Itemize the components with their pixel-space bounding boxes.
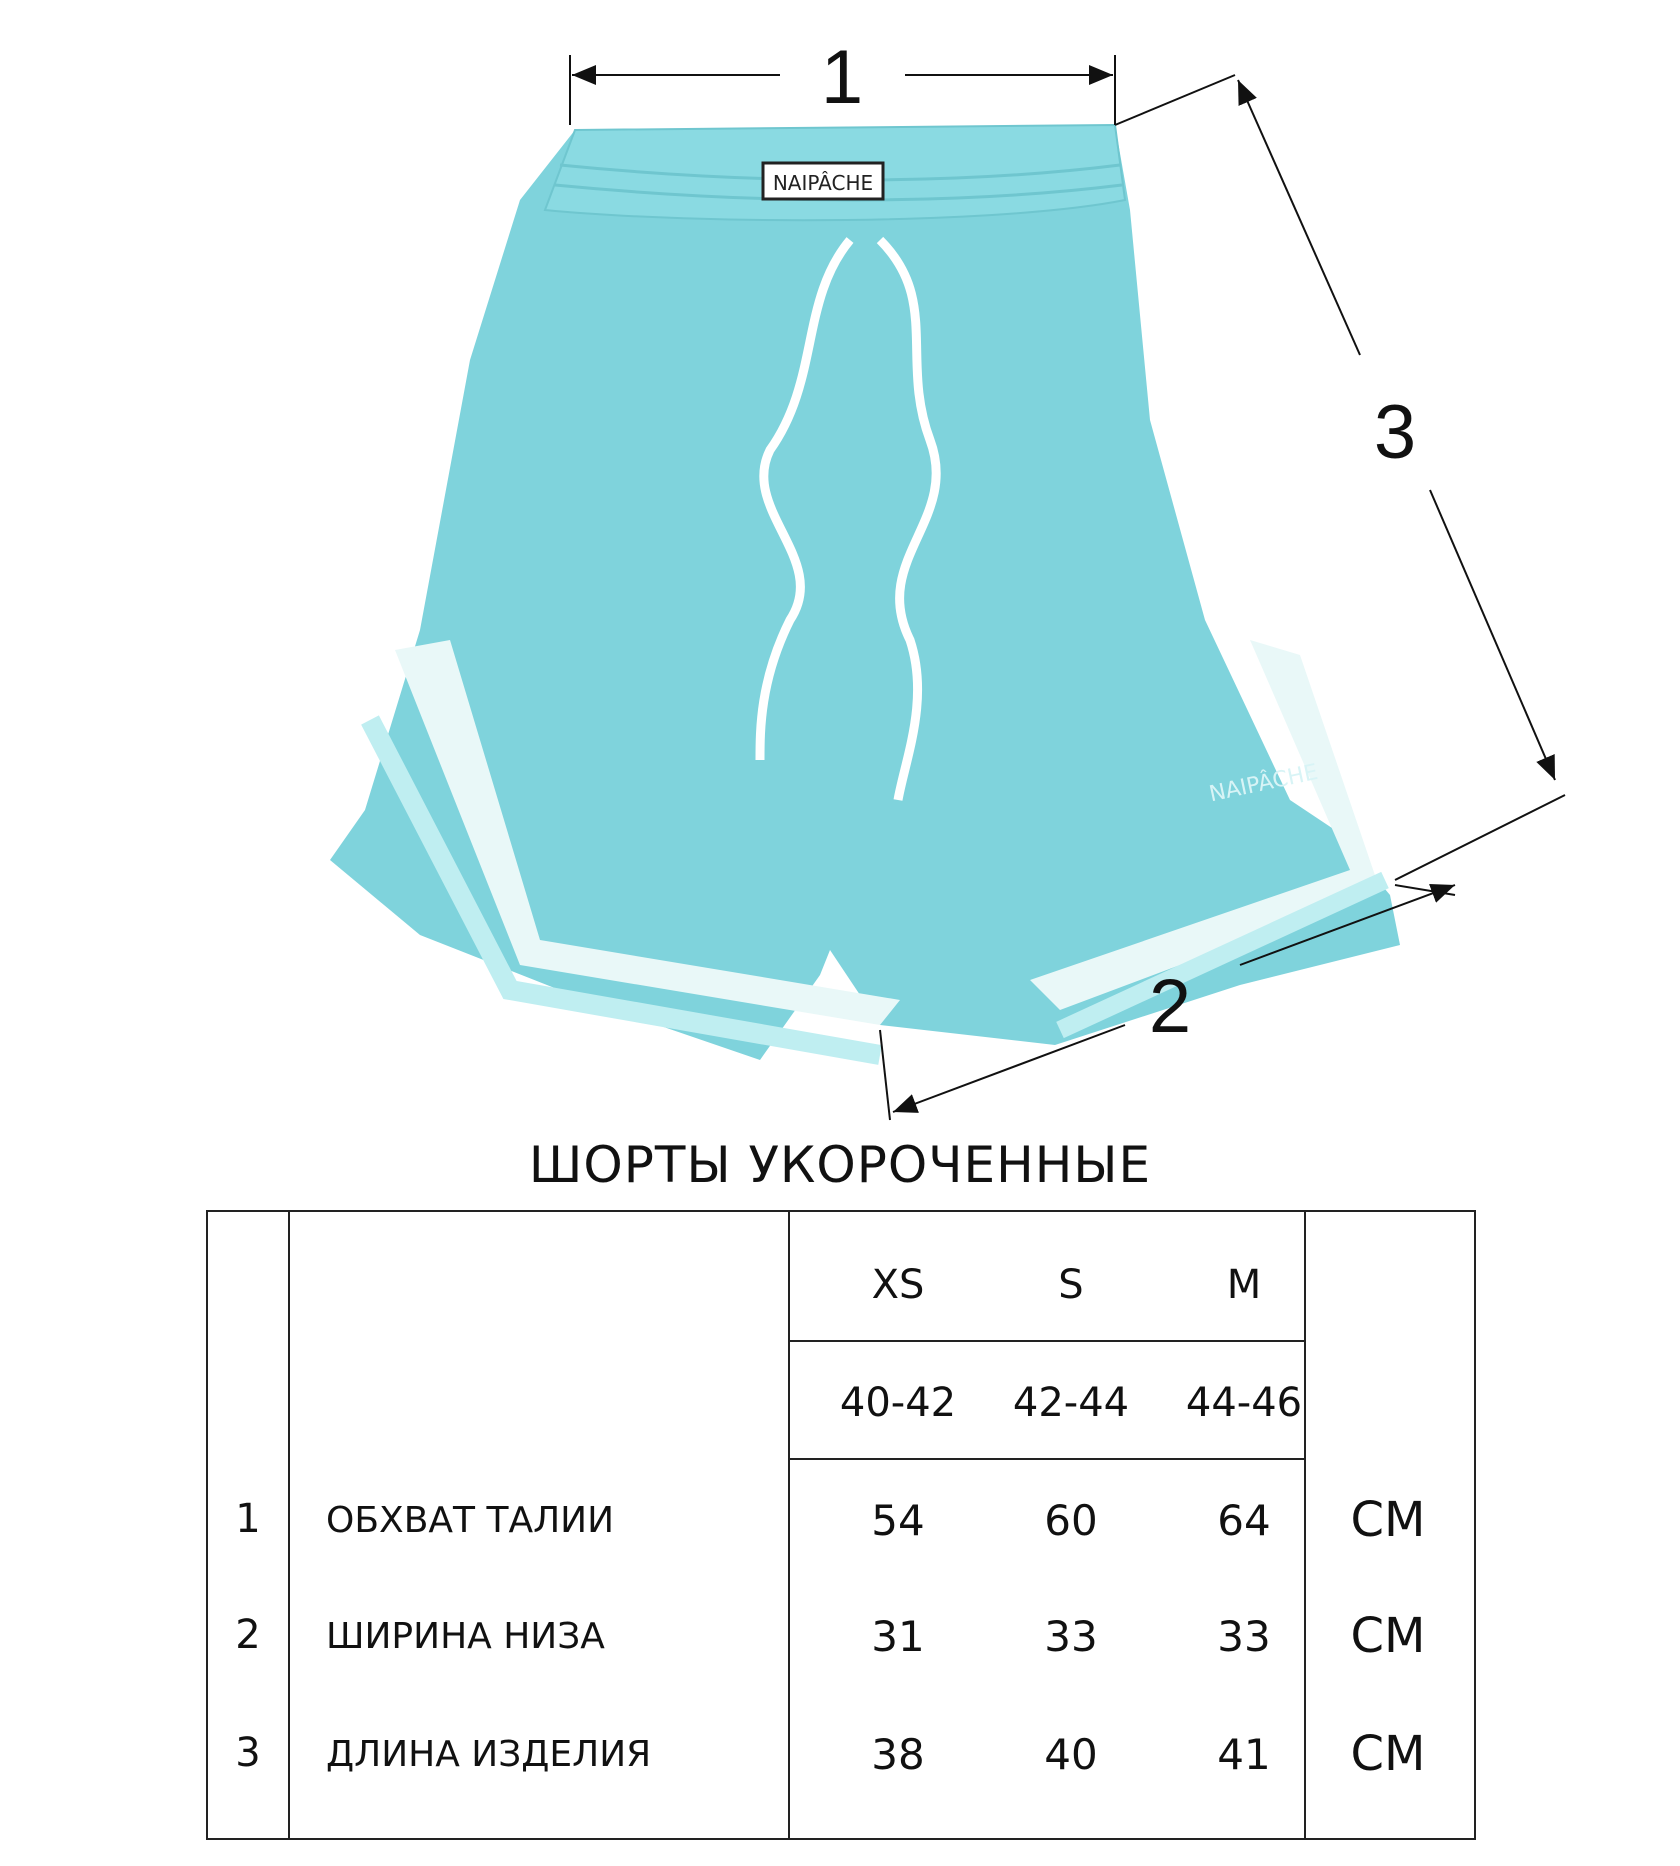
row-value: 33 bbox=[1044, 1612, 1098, 1661]
row-unit: СМ bbox=[1350, 1492, 1426, 1548]
row-index: 3 bbox=[235, 1730, 261, 1776]
size-table bbox=[206, 1210, 1476, 1840]
brand-tag-text: NAIPÂCHE bbox=[772, 171, 874, 195]
size-header-m: M bbox=[1226, 1262, 1262, 1308]
brand-embroidery: NAIPÂCHE bbox=[1207, 759, 1321, 808]
row-index: 1 bbox=[235, 1496, 261, 1542]
row-value: 54 bbox=[871, 1496, 925, 1545]
product-title: ШОРТЫ УКОРОЧЕННЫЕ bbox=[528, 1136, 1152, 1194]
dimension-waist bbox=[570, 35, 1115, 125]
row-value: 33 bbox=[1217, 1612, 1271, 1661]
row-index: 2 bbox=[235, 1612, 261, 1658]
table-divider bbox=[788, 1340, 1304, 1342]
row-label: ДЛИНА ИЗДЕЛИЯ bbox=[326, 1734, 652, 1775]
dimension-label-3: 3 bbox=[1373, 390, 1417, 475]
row-value: 40 bbox=[1044, 1730, 1098, 1779]
row-unit: СМ bbox=[1350, 1608, 1426, 1664]
row-value: 31 bbox=[871, 1612, 925, 1661]
row-value: 64 bbox=[1217, 1496, 1271, 1545]
row-label: ОБХВАТ ТАЛИИ bbox=[326, 1500, 614, 1541]
dimension-label-1: 1 bbox=[820, 35, 864, 120]
table-divider bbox=[788, 1458, 1304, 1460]
shorts-illustration bbox=[330, 125, 1400, 1060]
ru-size-m: 44-46 bbox=[1185, 1380, 1303, 1426]
dimension-label-2: 2 bbox=[1148, 964, 1192, 1049]
row-value: 41 bbox=[1217, 1730, 1271, 1779]
row-unit: СМ bbox=[1350, 1726, 1426, 1782]
table-divider bbox=[288, 1212, 290, 1838]
size-header-xs: XS bbox=[871, 1262, 925, 1308]
ru-size-s: 42-44 bbox=[1012, 1380, 1130, 1426]
row-label: ШИРИНА НИЗА bbox=[326, 1616, 605, 1657]
row-value: 60 bbox=[1044, 1496, 1098, 1545]
ru-size-xs: 40-42 bbox=[839, 1380, 957, 1426]
table-divider bbox=[788, 1212, 790, 1838]
size-header-s: S bbox=[1058, 1262, 1084, 1308]
row-value: 38 bbox=[871, 1730, 925, 1779]
